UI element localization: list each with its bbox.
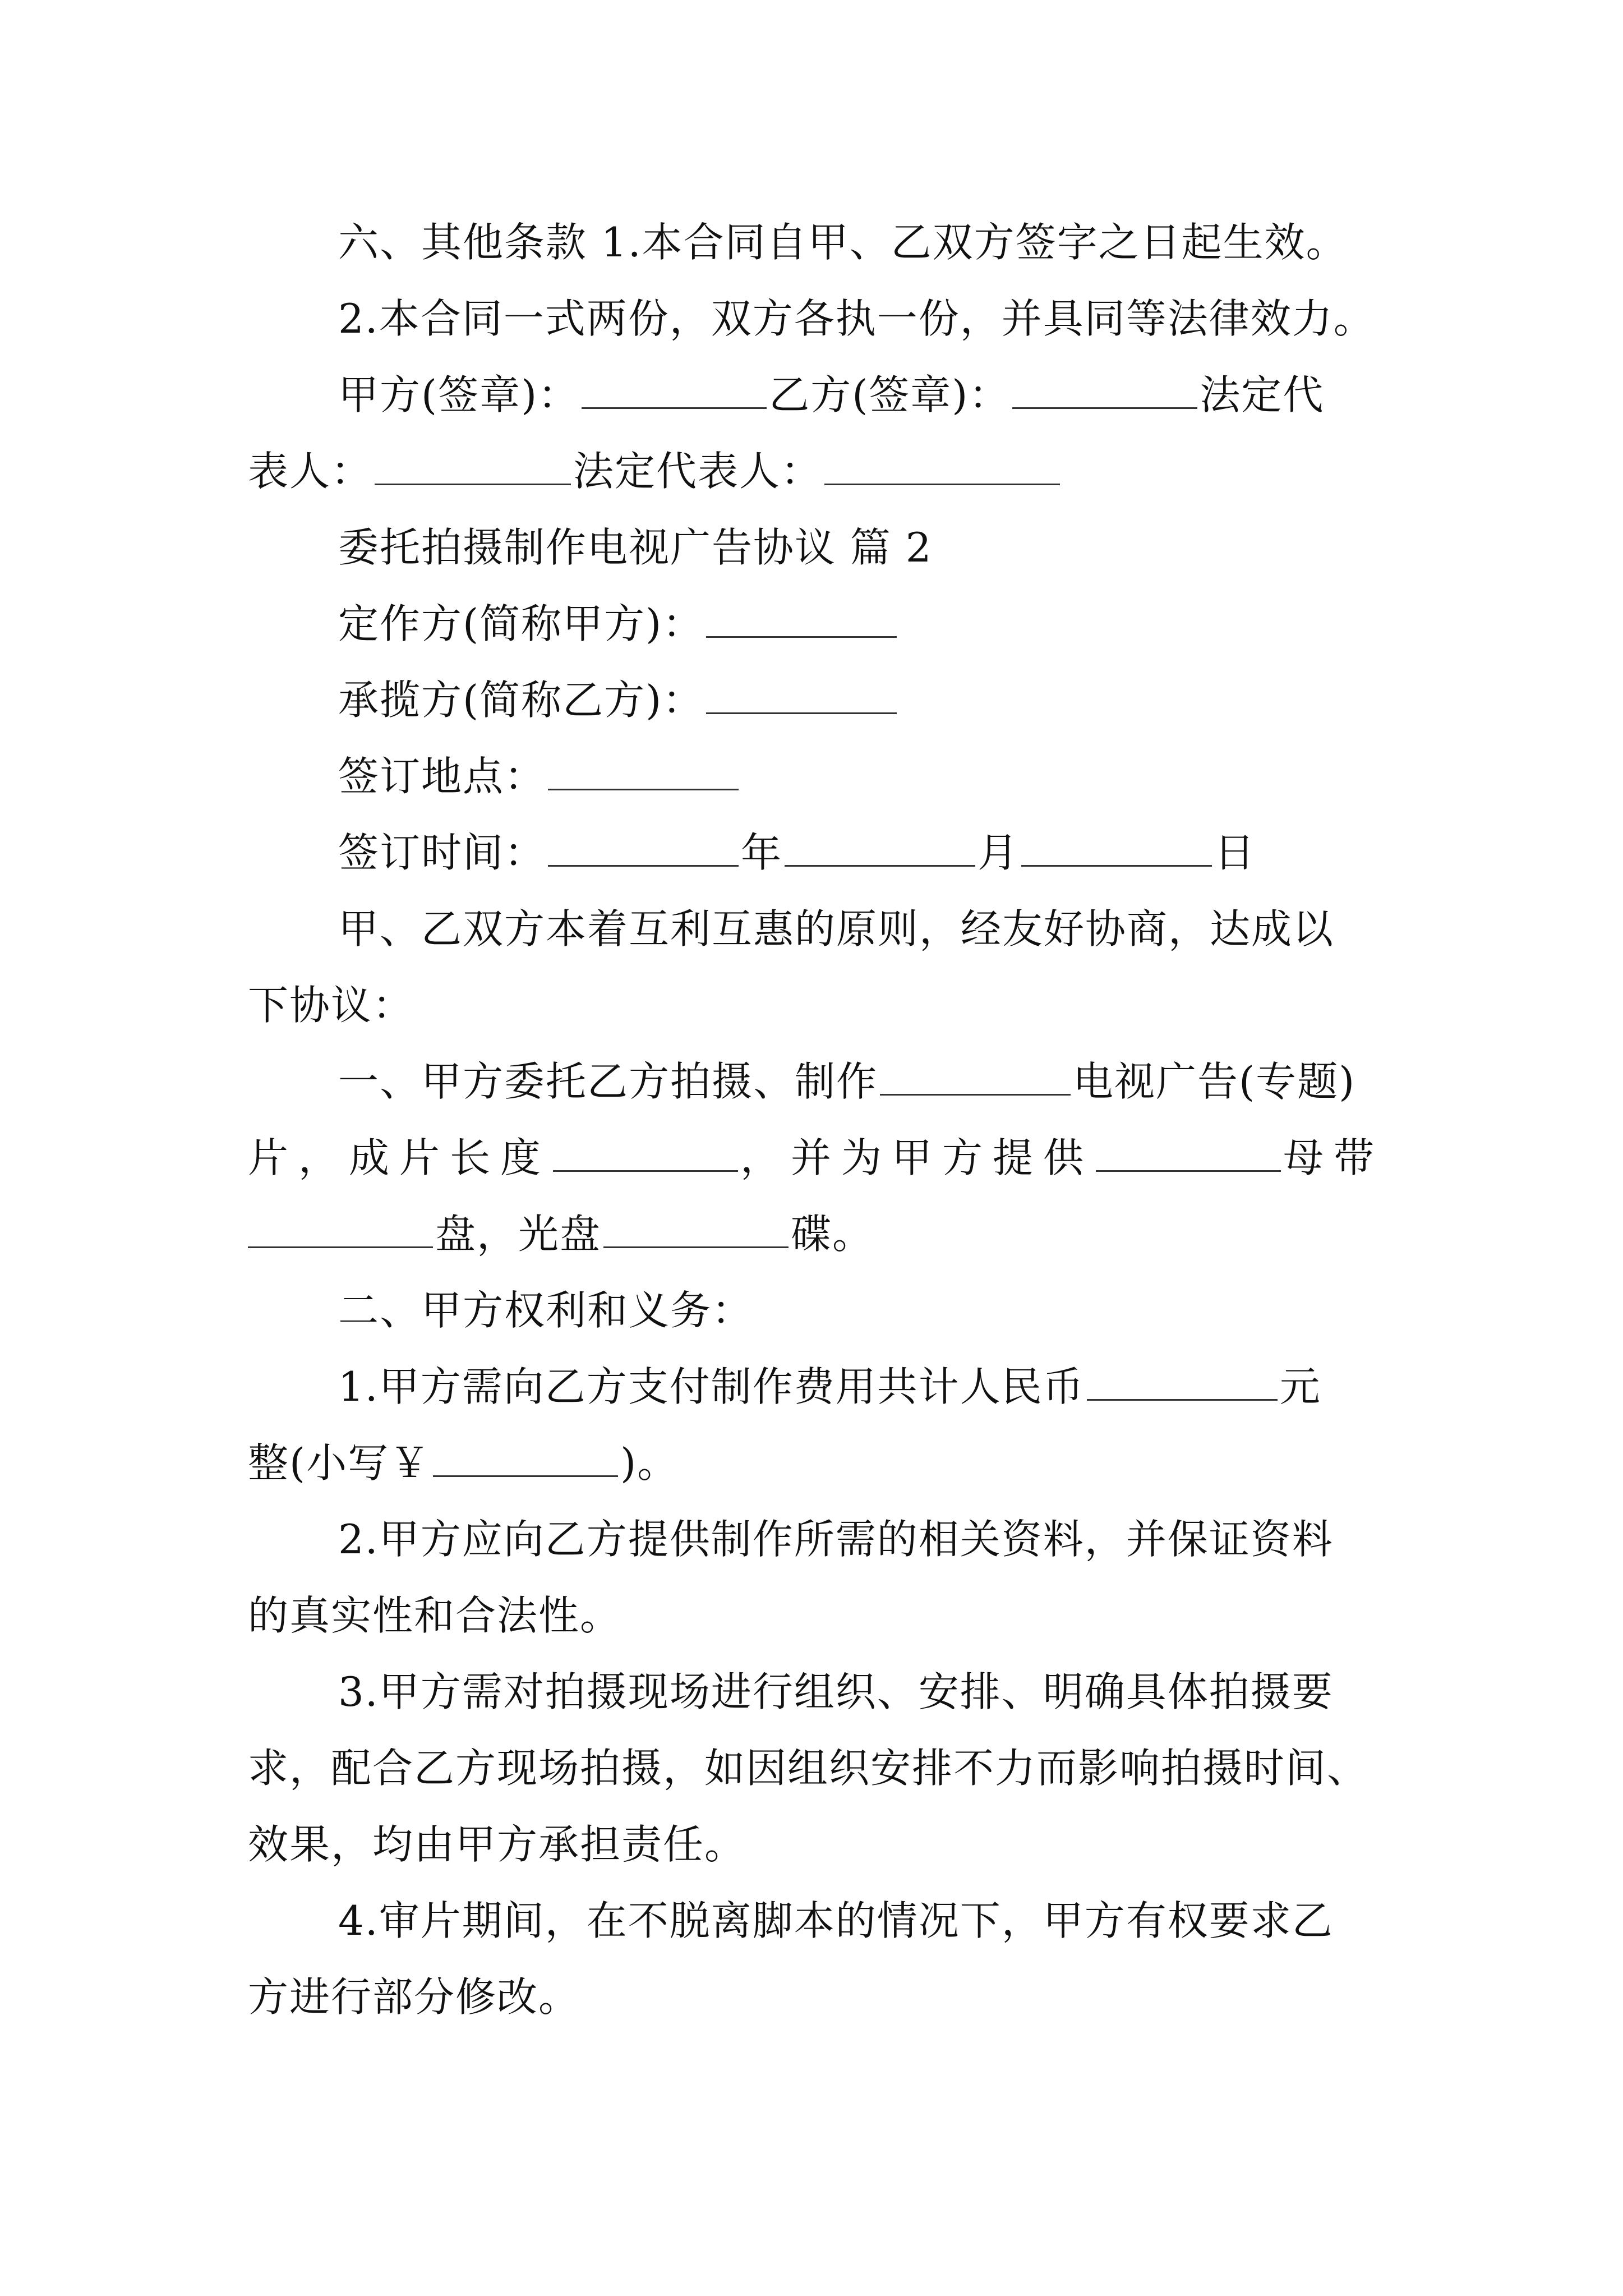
item-2-4-line-2 — [248, 1969, 580, 2025]
disc-count-blank — [603, 1212, 789, 1248]
item-2-3-line-3 — [248, 1816, 746, 1872]
party-a-blank — [706, 601, 897, 638]
text: 4.审片期间，在不脱离脚本的情况下，甲方有权要求乙 — [338, 1897, 1334, 1944]
clause-6-line — [338, 214, 1348, 270]
preamble-line-2 — [248, 977, 414, 1033]
text: 委托拍摄制作电视广告协议 篇 2 — [338, 524, 933, 571]
fee-numeric-blank — [433, 1441, 618, 1477]
legal-rep-a-blank — [375, 449, 571, 485]
section-title — [338, 519, 933, 576]
legal-rep-b-label: 法定代表人： — [573, 448, 823, 495]
text: 下协议： — [248, 982, 414, 1029]
tape-count-blank — [248, 1212, 433, 1248]
sign-place-blank — [548, 754, 739, 790]
text: 母带 — [1283, 1134, 1385, 1181]
text: 二、甲方权利和义务： — [338, 1287, 754, 1334]
text: 2.甲方应向乙方提供制作所需的相关资料，并保证资料 — [338, 1516, 1334, 1563]
text: 盘，光盘 — [435, 1211, 602, 1258]
item-1-line-2 — [248, 1130, 1384, 1186]
clause-6-2-line — [338, 291, 1375, 347]
item-2-2-line-2 — [248, 1588, 621, 1644]
party-b-line — [338, 672, 899, 728]
item-2-4-line-1 — [338, 1893, 1334, 1949]
sign-date-label: 签订时间： — [338, 829, 546, 876]
text: 签订地点： — [338, 753, 546, 800]
text: 定作方(简称甲方)： — [338, 600, 704, 647]
text: 一、甲方委托乙方拍摄、制作 — [338, 1058, 878, 1105]
party-b-blank — [706, 678, 897, 714]
item-2-1-line-1 — [338, 1359, 1321, 1415]
day-blank — [1021, 830, 1212, 867]
sign-date-line — [338, 825, 1256, 881]
text: 1.甲方需向乙方支付制作费用共计人民币 — [338, 1363, 1085, 1410]
text: 整(小写￥ — [248, 1439, 431, 1487]
text: ，并为甲方提供 — [740, 1134, 1094, 1181]
signature-line-1 — [338, 367, 1324, 423]
month-blank — [785, 830, 975, 867]
text: 碟。 — [791, 1211, 874, 1258]
party-b-sign-label: 乙方(签章)： — [769, 371, 1011, 418]
text: 2.本合同一式两份，双方各执一份，并具同等法律效力。 — [338, 295, 1375, 342]
legal-rep-b-blank — [824, 449, 1060, 485]
master-tape-blank — [1096, 1135, 1281, 1172]
party-b-sign-blank — [1012, 372, 1197, 409]
fee-blank — [1087, 1364, 1278, 1401]
signature-line-2 — [248, 443, 1062, 499]
month-label: 月 — [978, 829, 1020, 876]
text: 方进行部分修改。 — [248, 1973, 580, 2021]
text: 片，成片长度 — [248, 1134, 551, 1181]
item-2-2-line-1 — [338, 1511, 1334, 1567]
item-1-line-1 — [338, 1053, 1355, 1110]
ad-name-blank — [880, 1059, 1071, 1096]
sign-place-line — [338, 748, 741, 804]
preamble-line-1 — [338, 901, 1334, 957]
text: 甲、乙双方本着互利互惠的原则，经友好协商，达成以 — [338, 905, 1335, 953]
text: 承揽方(简称乙方)： — [338, 677, 704, 724]
text: 效果，均由甲方承担责任。 — [248, 1821, 746, 1868]
item-2-1-line-2 — [248, 1435, 679, 1491]
length-blank — [553, 1135, 738, 1172]
year-blank — [548, 830, 739, 867]
party-a-sign-blank — [582, 372, 767, 409]
year-label: 年 — [741, 829, 783, 876]
item-2-3-line-2 — [248, 1740, 1368, 1796]
text: 3.甲方需对拍摄现场进行组织、安排、明确具体拍摄要 — [338, 1668, 1334, 1715]
text: 的真实性和合法性。 — [248, 1592, 622, 1639]
item-2-heading — [338, 1282, 753, 1338]
legal-rep-label-end: 表人： — [248, 448, 373, 495]
text: )。 — [620, 1439, 679, 1487]
item-1-line-3 — [248, 1206, 874, 1262]
party-a-line — [338, 596, 899, 652]
text: 求，配合乙方现场拍摄，如因组织安排不力而影响拍摄时间、 — [248, 1745, 1369, 1792]
item-2-3-line-1 — [338, 1664, 1334, 1720]
day-label: 日 — [1214, 829, 1256, 876]
text: 电视广告(专题) — [1073, 1058, 1356, 1105]
legal-rep-label-start: 法定代 — [1200, 371, 1325, 418]
party-a-sign-label: 甲方(签章)： — [338, 371, 580, 418]
text: 六、其他条款 1.本合同自甲、乙双方签字之日起生效。 — [338, 219, 1348, 266]
text: 元 — [1279, 1363, 1321, 1410]
